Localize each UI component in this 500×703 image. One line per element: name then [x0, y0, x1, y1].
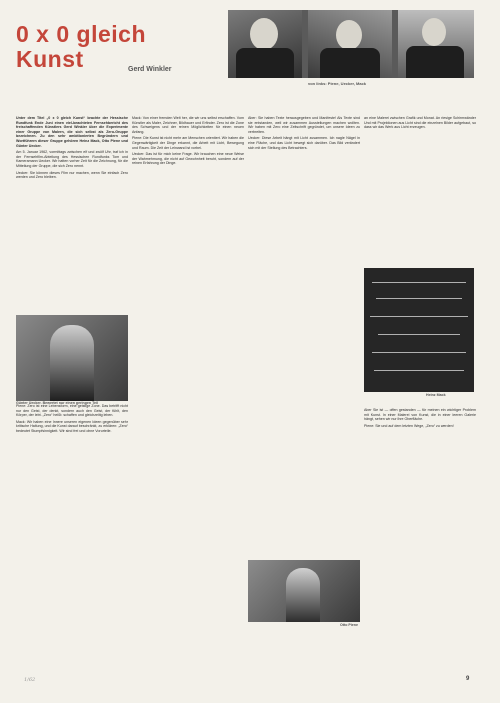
column-4-lower — [364, 408, 476, 645]
col2-paragraph-3: Uecker: Das ist für mich keine Frage. Wir brauchen eine neue Weise der Wahrnehmung, die nicht auf Gewohnheit beruht, sondern auf der reinen Erfahrung der Dinge. — [132, 152, 244, 166]
column-1 — [16, 116, 128, 311]
col4b-paragraph-2: Piene: Sie und auf dem letzten Wege, „Zero“ zu werden! — [364, 423, 454, 428]
header-photo — [228, 10, 474, 78]
col1b-paragraph-2: Mack: Wir haben eine Innere unseren eigenen Ideen gegenüber sehr kritische Haltung, und die Kunst darauf beschränkt, zu erklären: „Zero“ bedeutet Stumpfsinnigkeit. Wir sind frei und ohne Vorurteile. — [16, 419, 128, 433]
lead-paragraph: Unter dem Titel „0 x 0 gleich Kunst“ brachte der Hessische Rundfunk Ende Juni einen viel-beachteten Fernsehbericht des freischaffenden Künstlers Gerd Winkler über die Experimente einer Gruppe von Malern, die sich selbst als Zero-Gruppe bezeichnen. Zu den sehr ambitionierten Begründern und Wortführern dieser Gruppe gehören Heinz Mack, Otto Piene und Günter Uecker. — [16, 116, 128, 148]
col1b-paragraph-1: Piene: Zero ist eine Lebensform, eine geistige Zone. Das betrifft nicht nur den Geist, der denkt, sondern auch den Geist, der fühlt, den Körper, der lebt. „Zero“ heißt: schaffen und gleichzeitig leben. — [16, 404, 128, 418]
interview-photo — [16, 315, 128, 401]
title-line-2: Kunst — [16, 46, 84, 72]
artwork-photo — [364, 268, 474, 392]
column-3 — [248, 116, 360, 621]
author-byline: Gerd Winkler — [128, 66, 172, 73]
article-title — [16, 22, 146, 72]
page-number: 9 — [466, 676, 470, 682]
header-photo-caption: von links: Piene, Uecker, Mack — [308, 81, 367, 86]
column-2 — [132, 116, 244, 669]
col4-paragraph-1: an eine Malerei zwischen Grafik und Monat. An riesige Schirmwänder Und mit Projektionen aus Licht sind die einzelnen Bilder aufgebaut, so dass wir das Werk aus Licht erzeugen. — [364, 116, 476, 130]
col1-paragraph-2: Uecker: Sie können dieses Film nur machen, wenn Sie einfach Zero werden und Zero bleiben. — [16, 170, 128, 180]
column-4 — [364, 116, 476, 263]
column-1-lower — [16, 404, 128, 669]
col1-paragraph-1: Am 5. Januar 1962, vormittags zwischen elf und zwölf Uhr, traf ich in der Fernsehfilm-Abteilung des Hessischen Rundfunks Tom und Kameramann Uecker. Wir hatten vorher Zeit für die Zeichnung, für die Mitteilung der Gruppe, die sich Zero nennt. — [16, 150, 128, 168]
col3-paragraph-1: Aber: Sie haben Texte herausgegeben und Manifeste! Als Texte sind sie entstanden, weil wir zusammen Ausstellungen machen wollten. Wir haben mit Zero eine Zeitschrift gegründet, um unsere Ideen zu verbreiten. — [248, 116, 360, 134]
col2-paragraph-1: Mack: Von einer fremden Welt her, die wir uns selbst erschaffen. Vom Künstler als Maler, Zeichner, Bildhauer und Erfinder. Zero ist die Zone des Schweigens und der reinen Möglichkeiten für einen neuen Anfang. — [132, 116, 244, 134]
pencil-annotation: 1/62 — [24, 677, 36, 683]
col3-paragraph-2: Uecker: Diese Arbeit hängt mit Licht zusammen. Ich nagle Nägel in eine Fläche, und das Licht bewegt sich darüber. Das Bild verändert sich mit der Stellung des Betrachters. — [248, 136, 360, 150]
artwork-caption: Heinz Mack — [426, 393, 446, 397]
col2-paragraph-2: Piene: Die Kunst ist nicht mehr am Menschen orientiert. Wir haben die Gegenwärtigkeit der Dinge erkannt, die Arbeit mit Licht, Bewegung und Raum. Die Zeit der Leinwand ist vorbei. — [132, 136, 244, 150]
title-line-1: 0 x 0 gleich — [16, 21, 147, 47]
col4b-paragraph-1: Aber Sie ist — offen gestanden — für meinen ein wichtiger Problem mit Kunst. In einer Malerei von Kunst, die in einer leeren Galerie hängt, sehen wir nur ihre Oberfläche. — [364, 408, 476, 422]
interview-photo-caption: Günter Uecker. Bewertet nur einen geringen Teil — [16, 401, 99, 405]
film-still-caption: Otto Piene — [340, 623, 358, 627]
film-still-photo — [248, 560, 360, 622]
